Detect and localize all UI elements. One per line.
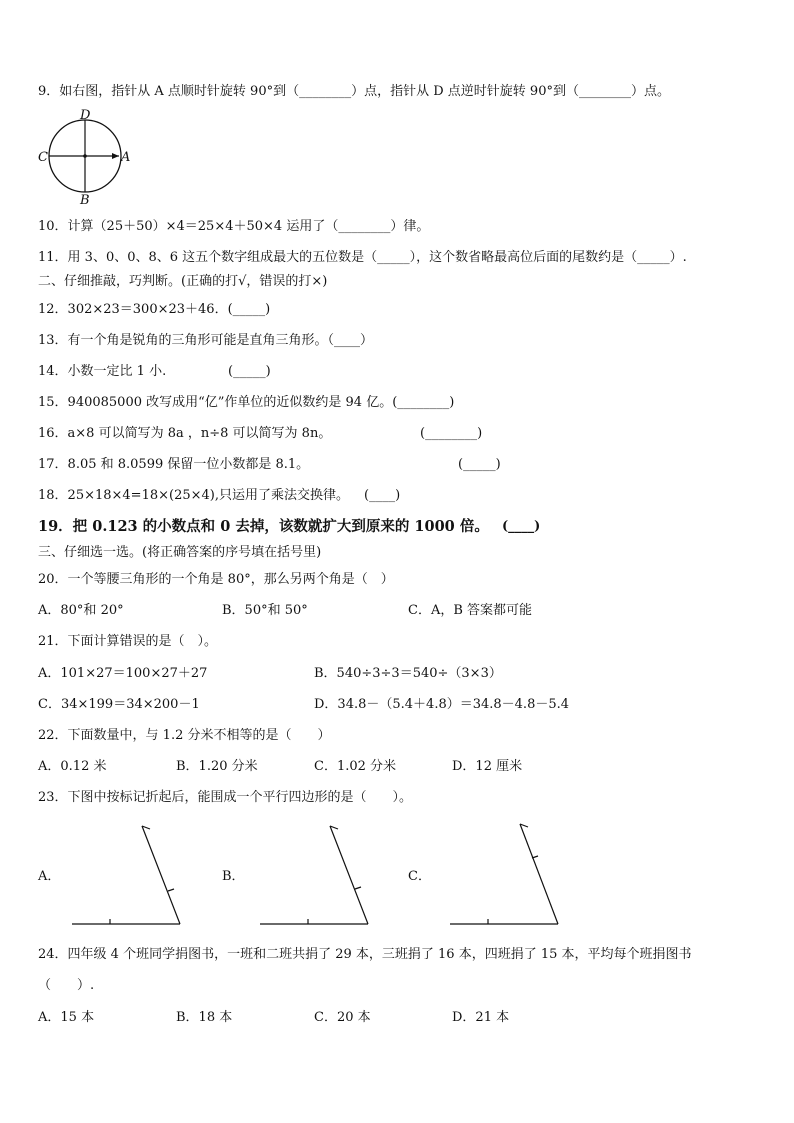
question-24: 24．四年级 4 个班同学捐图书，一班和二班共捐了 29 本，三班捐了 16 本，四班捐了 15 本，平均每个班捐图书 [38, 947, 692, 962]
fold-figure-b [258, 822, 373, 928]
q21-option-c: C．34×199＝34×200－1 [38, 697, 200, 712]
section-2-heading: 二、仔细推敲，巧判断。(正确的打√，错误的打×) [38, 274, 328, 289]
q21-option-a: A．101×27＝100×27＋27 [38, 666, 208, 681]
question-11: 11．用 3、0、0、8、6 这五个数字组成最大的五位数是（_____），这个数省略最高位后面的尾数约是（_____）. [38, 250, 687, 265]
question-9: 9．如右图，指针从 A 点顺时针旋转 90°到（________）点，指针从 D 点逆时针旋转 90°到（________）点。 [38, 84, 670, 99]
clock-circle-diagram [30, 108, 140, 208]
section-3-heading: 三、仔细选一选。(将正确答案的序号填在括号里) [38, 545, 322, 560]
question-19: 19．把 0.123 的小数点和 0 去掉，该数就扩大到原来的 1000 倍。 [38, 518, 489, 535]
question-21: 21．下面计算错误的是（ ）。 [38, 634, 218, 649]
question-16: 16．a×8 可以简写为 8a ，n÷8 可以简写为 8n。 [38, 426, 332, 441]
question-13: 13．有一个角是锐角的三角形可能是直角三角形。（____） [38, 333, 374, 348]
label-B: B [80, 193, 90, 208]
question-24-blank: （ ）. [38, 978, 95, 993]
q20-option-c: C．A，B 答案都可能 [408, 603, 533, 618]
question-15: 15．940085000 改写成用“亿”作单位的近似数约是 94 亿。(________) [38, 395, 455, 410]
q24-option-d: D．21 本 [452, 1010, 510, 1025]
q24-option-c: C．20 本 [314, 1010, 371, 1025]
question-17: 17．8.05 和 8.0599 保留一位小数都是 8.1。 [38, 457, 310, 472]
question-12: 12．302×23＝300×23＋46．(_____) [38, 302, 271, 317]
q21-option-d: D．34.8－（5.4＋4.8）＝34.8－4.8－5.4 [314, 697, 570, 712]
question-17-blank: (_____) [458, 457, 501, 472]
question-18: 18．25×18×4=18×(25×4),只运用了乘法交换律。 [38, 488, 349, 503]
fold-figure-a [70, 822, 185, 928]
q23-option-c: C． [408, 869, 431, 884]
q22-option-c: C．1.02 分米 [314, 759, 397, 774]
question-14-blank: (_____) [228, 364, 271, 379]
fold-figure-c [448, 820, 563, 928]
q20-option-a: A．80°和 20° [38, 603, 124, 618]
question-10: 10．计算（25＋50）×4＝25×4＋50×4 运用了（________）律。 [38, 219, 430, 234]
label-D: D [80, 108, 91, 123]
q22-option-d: D．12 厘米 [452, 759, 523, 774]
q22-option-a: A．0.12 米 [38, 759, 107, 774]
question-19-blank: (____) [502, 519, 541, 534]
q20-option-b: B．50°和 50° [222, 603, 308, 618]
question-16-blank: (________) [420, 426, 483, 441]
question-18-blank: (____) [364, 488, 401, 503]
label-C: C [38, 150, 48, 165]
question-22: 22．下面数量中，与 1.2 分米不相等的是（ ） [38, 728, 331, 743]
label-A: A [121, 150, 131, 165]
q21-option-b: B．540÷3÷3＝540÷（3×3） [314, 666, 502, 681]
q24-option-a: A．15 本 [38, 1010, 95, 1025]
question-14: 14．小数一定比 1 小. [38, 364, 167, 379]
question-23: 23．下图中按标记折起后，能围成一个平行四边形的是（ ）。 [38, 790, 413, 805]
q23-option-a: A． [38, 869, 61, 884]
q23-option-b: B． [222, 869, 245, 884]
question-20: 20．一个等腰三角形的一个角是 80°，那么另两个角是（ ） [38, 572, 394, 587]
q22-option-b: B．1.20 分米 [176, 759, 258, 774]
q24-option-b: B．18 本 [176, 1010, 233, 1025]
